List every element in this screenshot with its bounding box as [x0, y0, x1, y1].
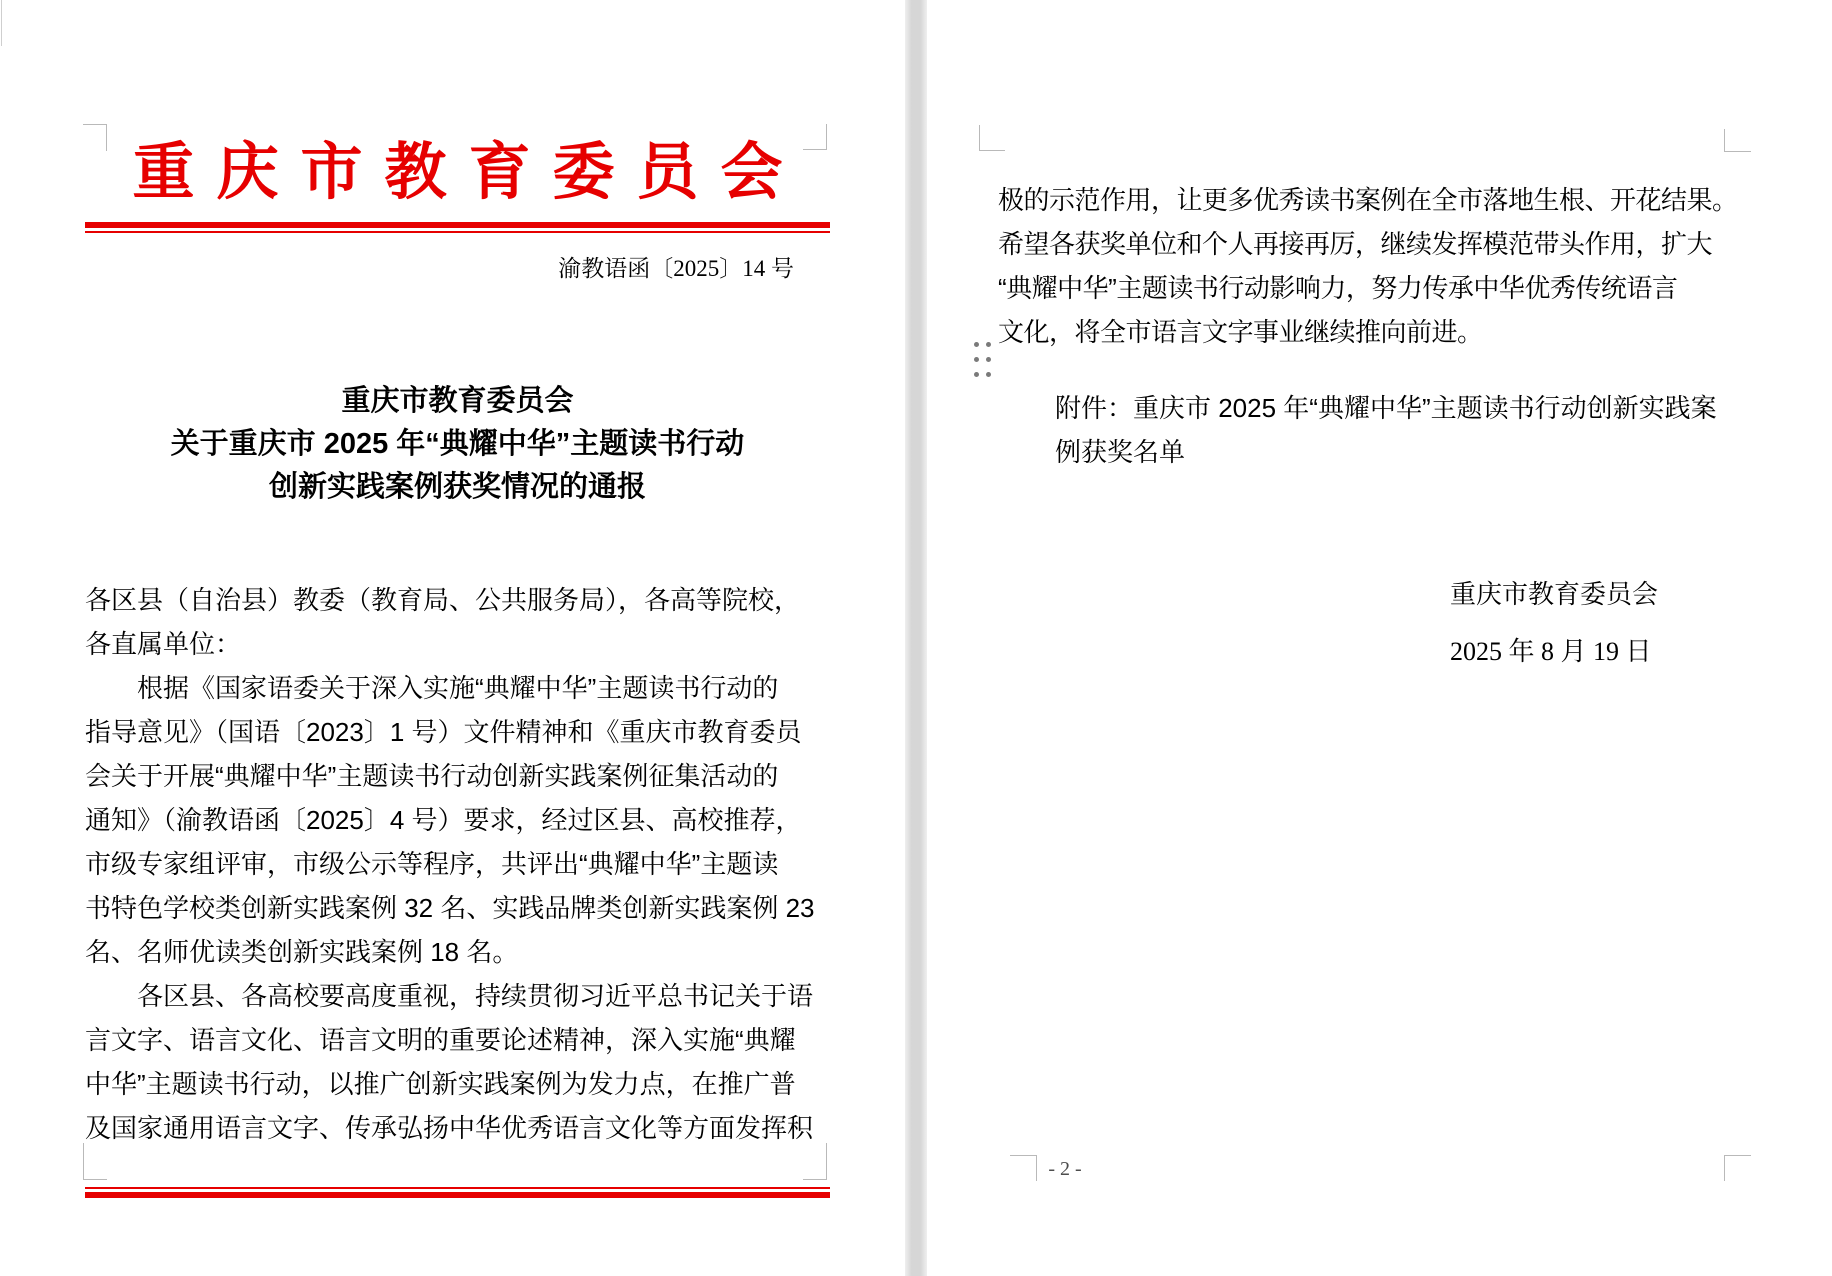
text-line: 中华”主题读书行动，以推广创新实践案例为发力点，在推广普: [85, 1069, 796, 1099]
page-1: [0, 0, 905, 1276]
text-line: 极的示范作用，让更多优秀读书案例在全市落地生根、开花结果。: [998, 185, 1738, 215]
text-line: 关于重庆市 2025 年“典耀中华”主题读书行动: [170, 428, 745, 460]
text-line: 创新实践案例获奖情况的通报: [268, 471, 646, 503]
text-line: 重庆市教育委员会: [341, 385, 574, 417]
attachment-note: [1055, 386, 1717, 474]
letterhead-title: 重庆市教育委员会: [132, 139, 805, 207]
text-line: 市级专家组评审，市级公示等程序，共评出“典耀中华”主题读: [85, 849, 779, 879]
text-line: 指导意见》（国语〔2023〕1 号）文件精神和《重庆市教育委员: [85, 717, 802, 747]
text-line: 各直属单位：: [85, 629, 242, 659]
page-2-body-text: [998, 178, 1738, 354]
text-line: 文化，将全市语言文字事业继续推向前进。: [998, 317, 1483, 347]
red-rule-top-thick: [85, 222, 830, 228]
text-line: 各区县（自治县）教委（教育局、公共服务局），各高等院校，: [85, 585, 801, 615]
page-number: - 2 -: [1048, 1158, 1082, 1180]
text-line: 各区县、各高校要高度重视，持续贯彻习近平总书记关于语: [137, 981, 814, 1011]
text-line: “典耀中华”主题读书行动影响力，努力传承中华优秀传统语言: [998, 273, 1678, 303]
page-1-body-text: [85, 578, 833, 1150]
text-line: 根据《国家语委关于深入实施“典耀中华”主题读书行动的: [137, 673, 779, 703]
text-line: 通知》（渝教语函〔2025〕4 号）要求，经过区县、高校推荐，: [85, 805, 802, 835]
drag-handle-dots-icon[interactable]: [974, 342, 992, 384]
text-line: 及国家通用语言文字、传承弘扬中华优秀语言文化等方面发挥积: [85, 1113, 814, 1143]
text-line: 书特色学校类创新实践案例 32 名、实践品牌类创新实践案例 23: [85, 893, 815, 923]
red-rule-bottom-thick: [85, 1192, 830, 1198]
text-line: 言文字、语言文化、语言文明的重要论述精神，深入实施“典耀: [85, 1025, 796, 1055]
page-gap-divider: [905, 0, 927, 1276]
issue-date: 2025 年 8 月 19 日: [1450, 637, 1652, 666]
red-rule-bottom-thin: [85, 1187, 830, 1189]
text-line: 名、名师优读类创新实践案例 18 名。: [85, 937, 519, 967]
text-line: 希望各获奖单位和个人再接再厉，继续发挥模范带头作用，扩大: [998, 229, 1713, 259]
page-2: [927, 0, 1832, 1276]
margin-mark-top-left: [979, 125, 1005, 151]
issuing-authority-signature: 重庆市教育委员会: [1450, 579, 1659, 609]
text-line: 例获奖名单: [1055, 437, 1186, 467]
page-edge-tick: [1, 0, 2, 46]
text-line: 会关于开展“典耀中华”主题读书行动创新实践案例征集活动的: [85, 761, 779, 791]
red-rule-top-thin: [85, 231, 830, 233]
margin-mark-top-right: [1724, 129, 1751, 152]
document-number: 渝教语函〔2025〕14 号: [558, 256, 794, 281]
text-line: 附件：重庆市 2025 年“典耀中华”主题读书行动创新实践案: [1055, 393, 1717, 423]
document-title: [60, 380, 855, 509]
margin-mark-bottom-right: [1724, 1155, 1751, 1181]
